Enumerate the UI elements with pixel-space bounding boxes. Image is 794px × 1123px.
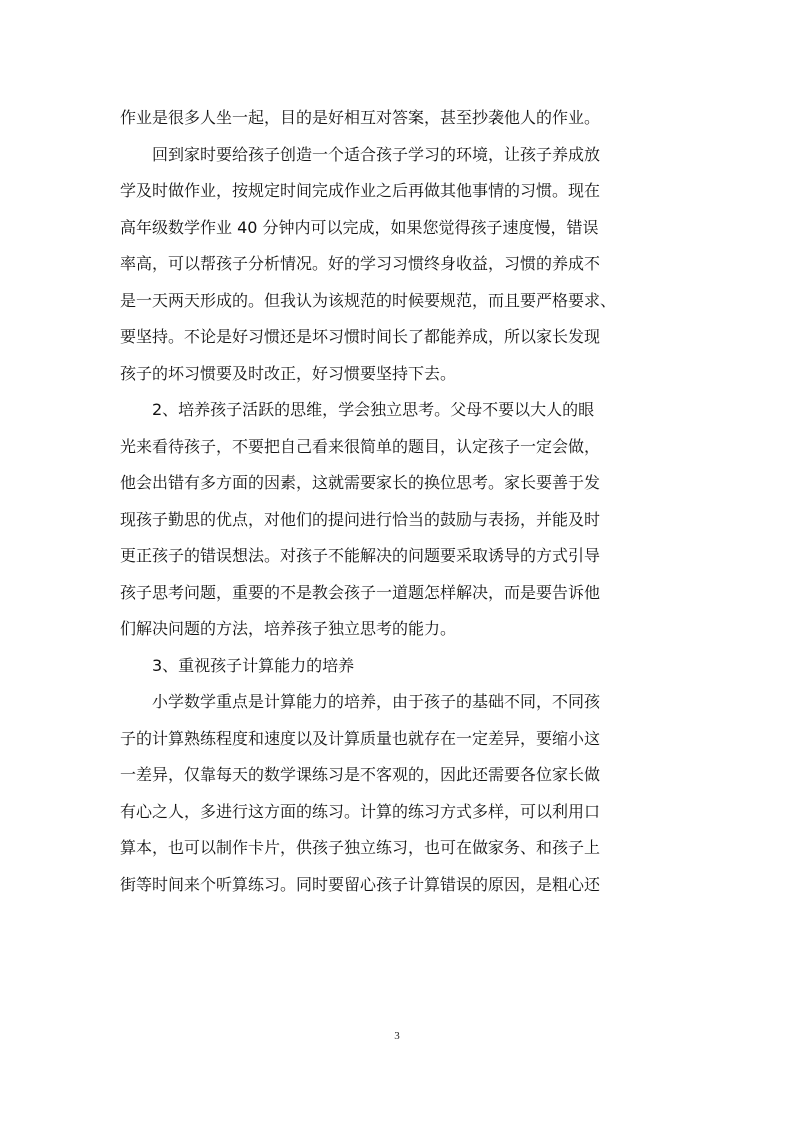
text-line: 作业是很多人坐一起，目的是好相互对答案，甚至抄袭他人的作业。 [120, 108, 601, 127]
text-line: 街等时间来个听算练习。同时要留心孩子计算错误的原因，是粗心还 [120, 874, 601, 894]
text-line: 一差异，仅靠每天的数学课练习是不客观的，因此还需要各位家长做 [120, 765, 601, 784]
text-line: 孩子思考问题，重要的不是教会孩子一道题怎样解决，而是要告诉他 [120, 582, 601, 602]
section-heading: 3、重视孩子计算能力的培养 [120, 655, 355, 675]
text-line: 更正孩子的错误想法。对孩子不能解决的问题要采取诱导的方式引导 [120, 546, 601, 565]
text-line: 率高，可以帮孩子分析情况。好的学习习惯终身收益，习惯的养成不 [120, 254, 601, 273]
text-line: 光来看待孩子，不要把自己看来很简单的题目，认定孩子一定会做， [120, 436, 601, 456]
text-line: 们解决问题的方法，培养孩子独立思考的能力。 [120, 619, 457, 638]
body-text [120, 100, 682, 903]
text-line: 孩子的坏习惯要及时改正，好习惯要坚持下去。 [120, 363, 457, 383]
text-line: 要坚持。不论是好习惯还是坏习惯时间长了都能养成，所以家长发现 [120, 327, 601, 346]
page-number: 3 [394, 1030, 400, 1042]
text-line: 回到家时要给孩子创造一个适合孩子学习的环境，让孩子养成放 [120, 144, 601, 164]
text-line: 有心之人，多进行这方面的练习。计算的练习方式多样，可以利用口 [120, 801, 601, 821]
text-line: 高年级数学作业 40 分钟内可以完成，如果您觉得孩子速度慢，错误 [120, 217, 599, 237]
text-line: 子的计算熟练程度和速度以及计算质量也就存在一定差异，要缩小这 [120, 728, 601, 748]
text-line: 他会出错有多方面的因素，这就需要家长的换位思考。家长要善于发 [120, 473, 601, 492]
text-line: 学及时做作业，按规定时间完成作业之后再做其他事情的习惯。现在 [120, 181, 601, 200]
text-line: 是一天两天形成的。但我认为该规范的时候要规范，而且要严格要求、 [120, 290, 617, 310]
text-line: 现孩子勤思的优点，对他们的提问进行恰当的鼓励与表扬，并能及时 [120, 509, 601, 529]
text-line: 小学数学重点是计算能力的培养，由于孩子的基础不同，不同孩 [120, 692, 601, 711]
text-line: 2、培养孩子活跃的思维，学会独立思考。父母不要以大人的眼 [120, 400, 595, 419]
text-line: 算本，也可以制作卡片，供孩子独立练习，也可在做家务、和孩子上 [120, 838, 601, 857]
